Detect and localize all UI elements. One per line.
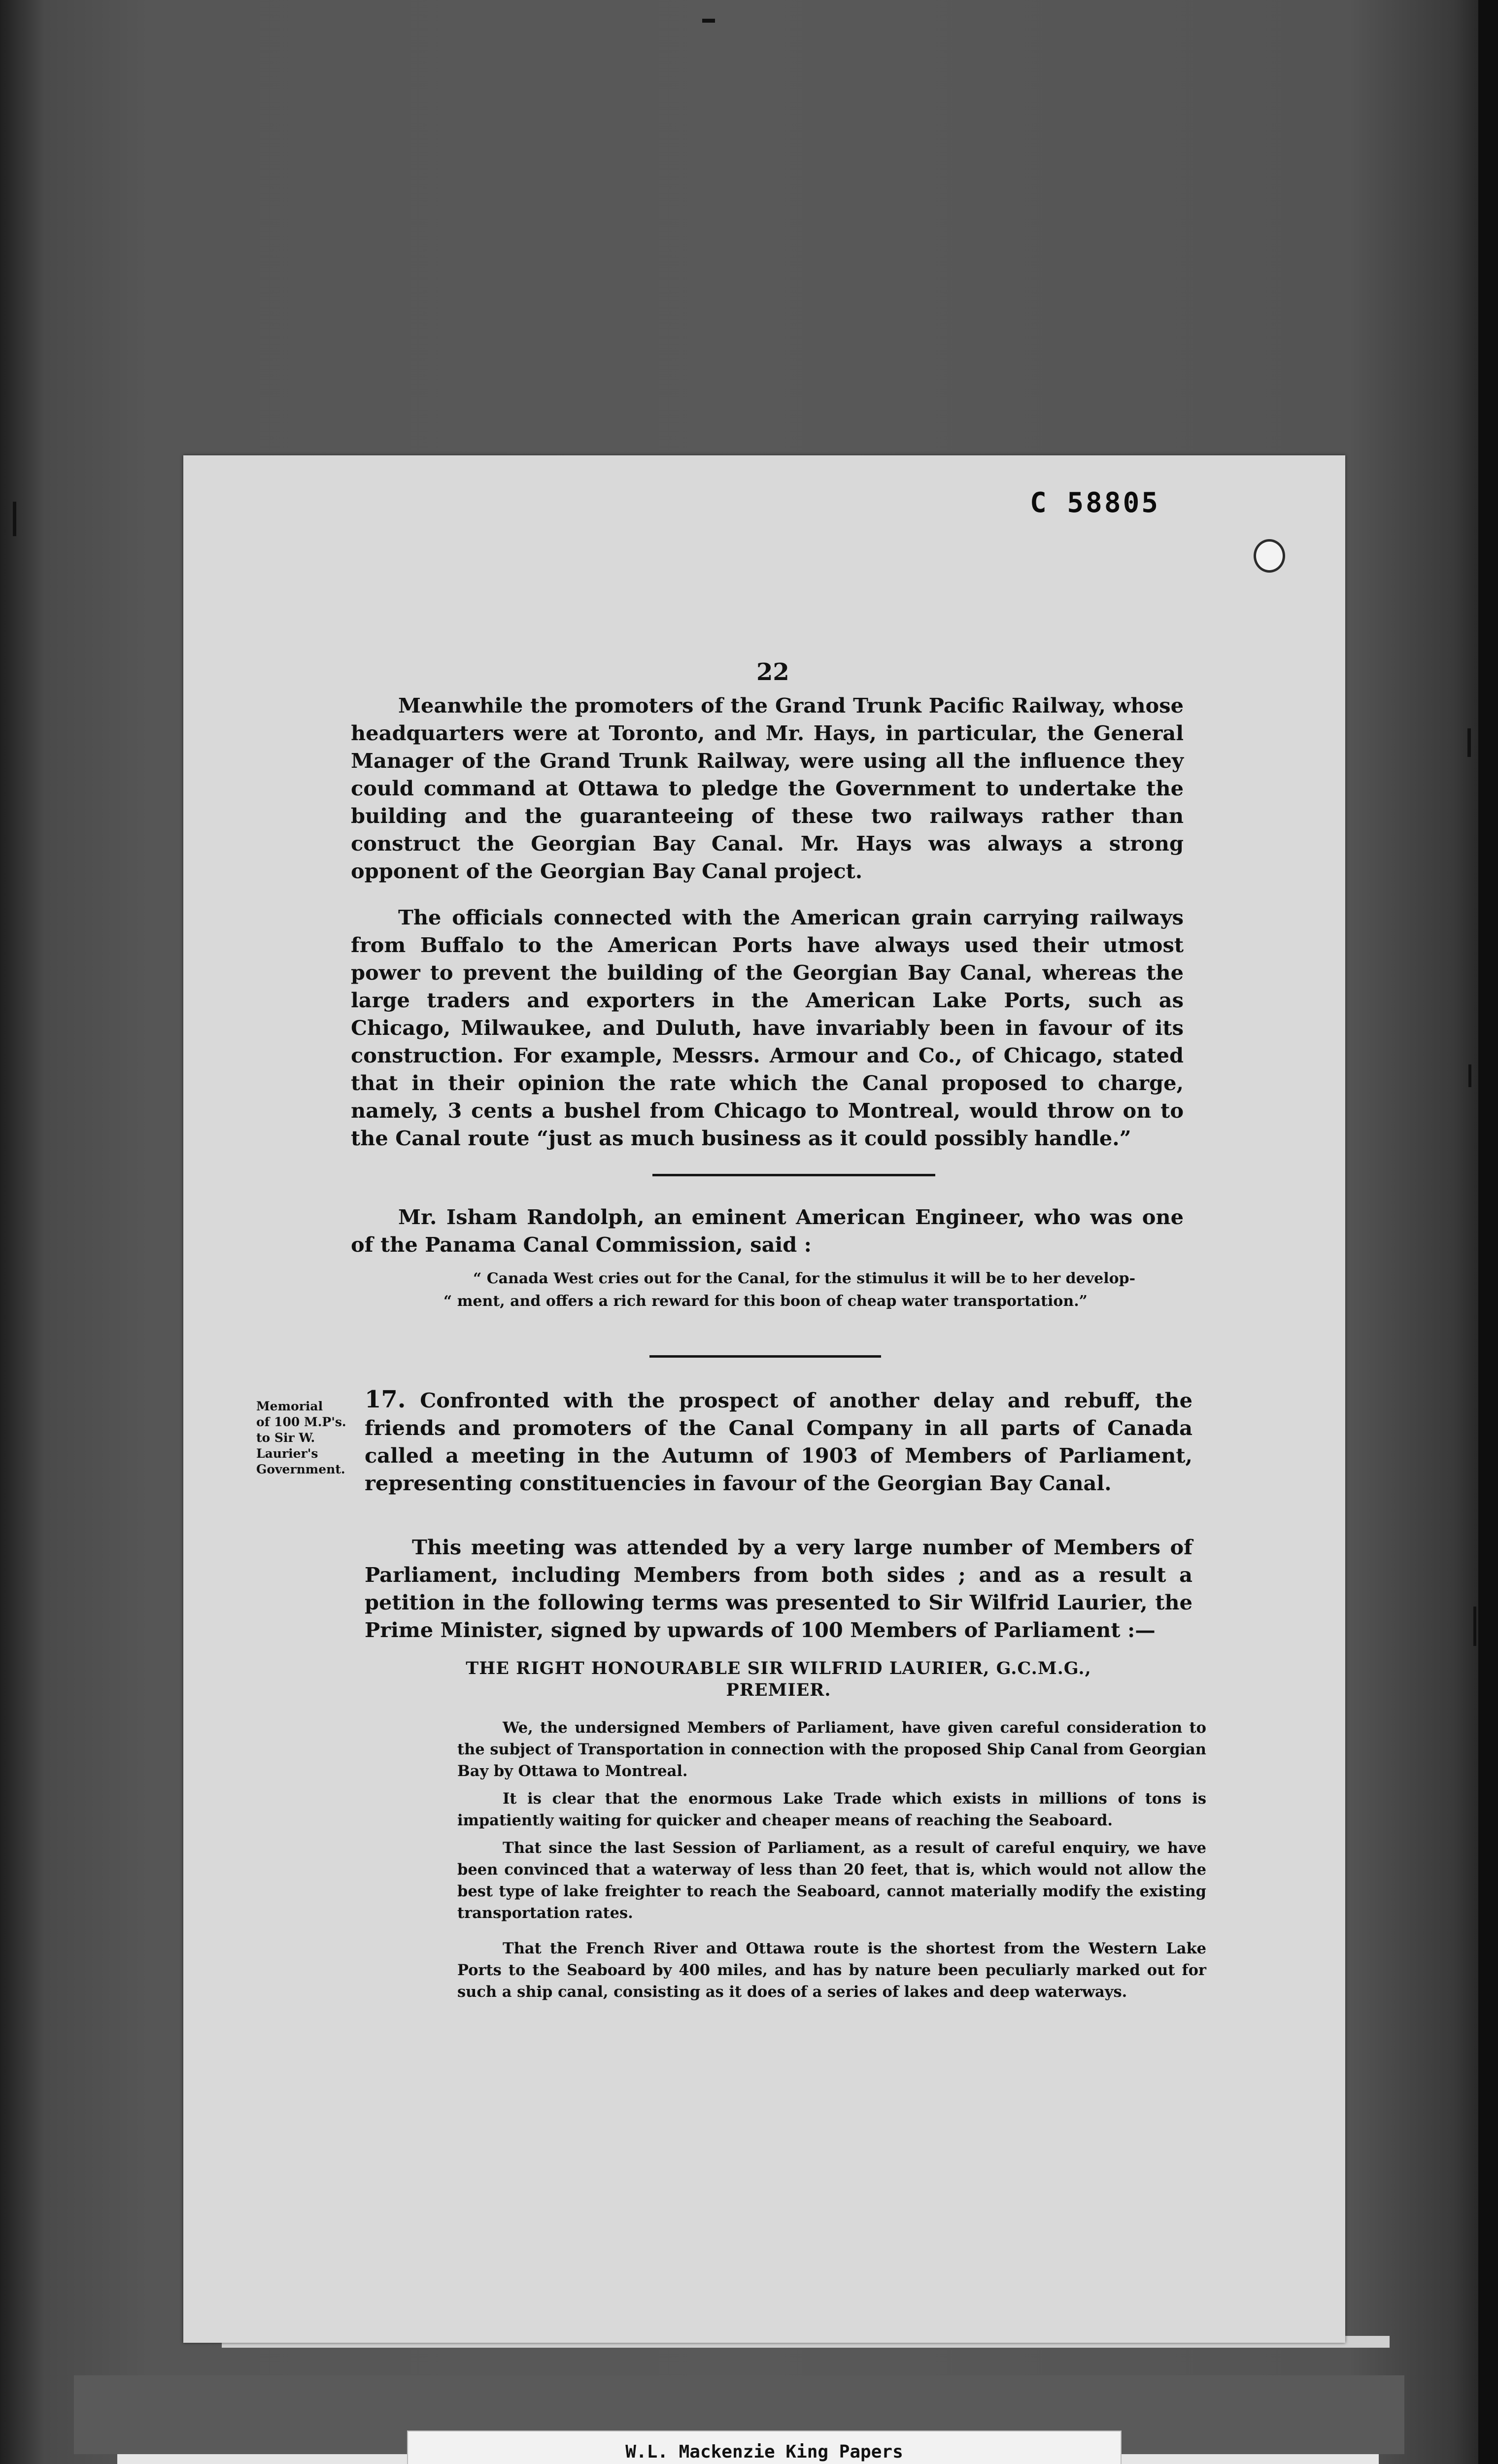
petition-paragraph: That since the last Session of Parliament, as a result of careful enquiry, we have been convinced that a waterway of less than 20 feet, that is, which would not allow the best type of lake freighter to reach the Seaboard, cannot materially modify the existing transportation rates. xyxy=(457,1839,1206,1922)
margin-note-line: to Sir W. xyxy=(256,1431,315,1445)
petition-heading-line: THE RIGHT HONOURABLE SIR WILFRID LAURIER, G.C.M.G., xyxy=(466,1658,1091,1678)
film-mark xyxy=(1468,1064,1471,1087)
film-mark xyxy=(1473,1607,1476,1646)
reference-number: C 58805 xyxy=(1030,487,1160,519)
quote-line: “ ment, and offers a rich reward for this boon of cheap water transportation.” xyxy=(443,1293,1088,1310)
margin-note-line: Memorial xyxy=(256,1399,323,1413)
film-mark xyxy=(702,19,715,23)
film-edge xyxy=(1478,0,1498,2464)
page-number: 22 xyxy=(756,658,789,686)
petition-body xyxy=(457,1717,1206,2003)
punch-hole-icon xyxy=(1254,539,1285,573)
section-number: 17. xyxy=(365,1386,406,1413)
petition-paragraph: That the French River and Ottawa route is the shortest from the Western Lake Ports to the Seaboard by 400 miles, and has by nature been peculiarly marked out for such a ship canal, consisting as it does of a series of lakes and deep waterways. xyxy=(457,1940,1206,2001)
collection-label-line: W.L. Mackenzie King Papers xyxy=(625,2442,903,2462)
petition-paragraph: We, the undersigned Members of Parliament, have given careful consideration to the subject of Transportation in connection with the proposed Ship Canal from Georgian Bay by Ottawa to Montreal. xyxy=(457,1719,1206,1780)
petition-paragraph: It is clear that the enormous Lake Trade which exists in millions of tons is impatiently waiting for quicker and cheaper means of reaching the Seaboard. xyxy=(457,1790,1206,1829)
margin-note-line: Laurier's xyxy=(256,1446,318,1461)
petition-heading-line: PREMIER. xyxy=(726,1680,831,1700)
paragraph-meeting xyxy=(365,1534,1192,1644)
margin-note-line: of 100 M.P's. xyxy=(256,1415,346,1429)
collection-label xyxy=(407,2430,1122,2464)
film-mark xyxy=(13,502,16,536)
paragraph-promoters xyxy=(351,692,1184,885)
margin-note-line: Government. xyxy=(256,1462,345,1476)
margin-note xyxy=(256,1399,350,1477)
film-mark xyxy=(1467,728,1471,757)
paragraph-text xyxy=(365,1386,1192,1497)
paragraph-text: The officials connected with the American grain carrying railways from Buffalo to the American Ports have always used their utmost power to prevent the building of the Georgian Bay Canal, whereas the large traders and exporters in the American Lake Ports, such as Chicago, Milwaukee, and Duluth, have invariably been in favour of its construction. For example, Messrs. Armour and Co., of Chicago, stated that in their opinion the rate which the Canal proposed to charge, namely, 3 cents a bushel from Chicago to Montreal, would throw on to the Canal route “just as much business as it could possibly handle.” xyxy=(351,905,1184,1150)
randolph-quote xyxy=(360,1267,1197,1313)
section-divider xyxy=(652,1174,935,1176)
paragraph-text: Meanwhile the promoters of the Grand Trunk Pacific Railway, whose headquarters were at Toronto, and Mr. Hays, in particular, the General Manager of the Grand Trunk Railway, were using all the influence they could command at Ottawa to pledge the Government to undertake the building and the guaranteeing of these two railways rather than construct the Georgian Bay Canal. Mr. Hays was always a strong opponent of the Georgian Bay Canal project. xyxy=(351,693,1184,883)
quote-line: “ Canada West cries out for the Canal, for the stimulus it will be to her develop- xyxy=(473,1270,1136,1287)
paragraph-randolph xyxy=(351,1203,1184,1259)
section-divider xyxy=(649,1355,881,1358)
petition-heading xyxy=(365,1658,1192,1701)
paragraph-text: Mr. Isham Randolph, an eminent American Engineer, who was one of the Panama Canal Commission, said : xyxy=(351,1205,1184,1257)
section-17-text: Confronted with the prospect of another delay and rebuff, the friends and promoters of the Canal Company in all parts of Canada called a meeting in the Autumn of 1903 of Members of Parliament, representing constituencies in favour of the Georgian Bay Canal. xyxy=(365,1388,1193,1495)
paragraph-section-17 xyxy=(365,1386,1192,1497)
paragraph-officials xyxy=(351,904,1184,1152)
paragraph-text: This meeting was attended by a very large number of Members of Parliament, including Members from both sides ; and as a result a petition in the following terms was presented to Sir Wilfrid Laurier, the Prime Minister, signed by upwards of 100 Members of Parliament :— xyxy=(365,1535,1192,1642)
